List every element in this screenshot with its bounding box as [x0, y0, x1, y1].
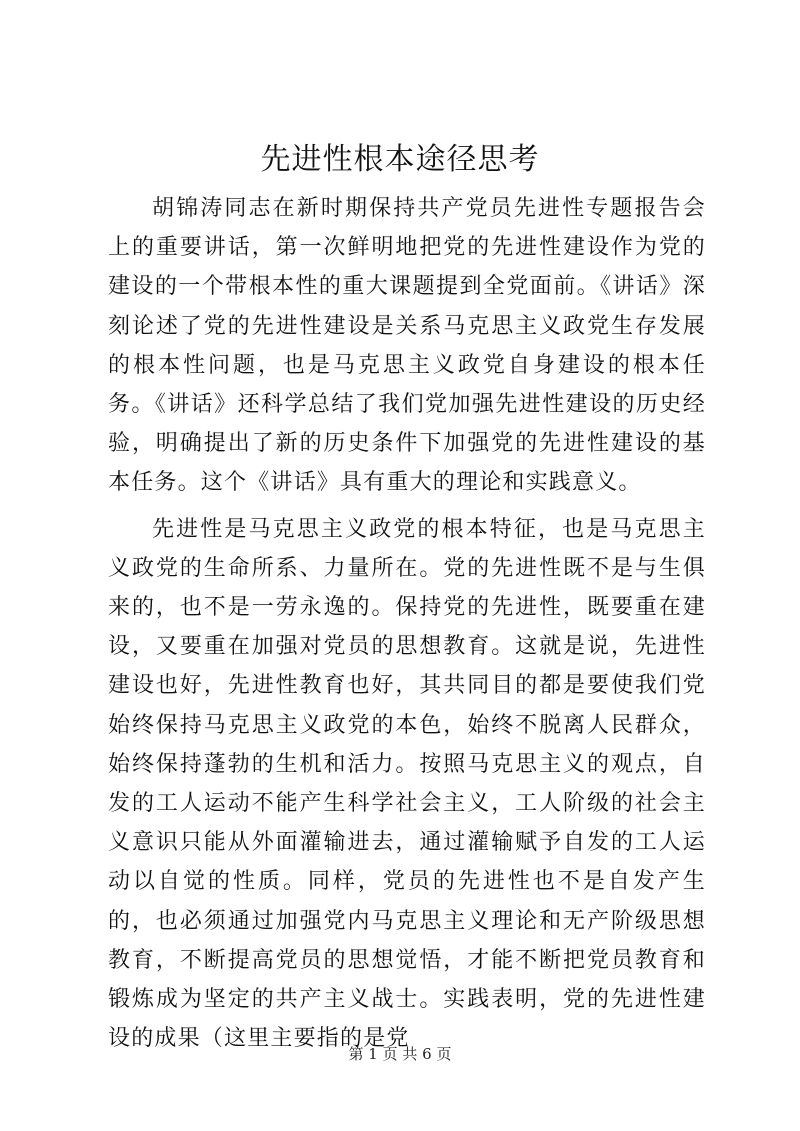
paragraph-1: 胡锦涛同志在新时期保持共产党员先进性专题报告会上的重要讲话，第一次鲜明地把党的先进性建设作为党的建设的一个带根本性的重大课题提到全党面前。《讲话》深刻论述了党的先进性建设是关系马克思主义政党生存发展的根本性问题，也是马克思主义政党自身建设的根本任务。《讲话》还科学总结了我们党加强先进性建设的历史经验，明确提出了新的历史条件下加强党的先进性建设的基本任务。这个《讲话》具有重大的理论和实践意义。 [108, 196, 706, 496]
document-title: 先进性根本途径思考 [260, 142, 540, 177]
document-body [108, 189, 706, 1058]
page-number-footer: 第 1 页 共 6 页 [348, 1045, 452, 1063]
paragraph-2: 先进性是马克思主义政党的根本特征，也是马克思主义政党的生命所系、力量所在。党的先进性既不是与生俱来的，也不是一劳永逸的。保持党的先进性，既要重在建设，又要重在加强对党员的思想教育。这就是说，先进性建设也好，先进性教育也好，其共同目的都是要使我们党始终保持马克思主义政党的本色，始终不脱离人民群众，始终保持蓬勃的生机和活力。按照马克思主义的观点，自发的工人运动不能产生科学社会主义，工人阶级的社会主义意识只能从外面灌输进去，通过灌输赋予自发的工人运动以自觉的性质。同样，党员的先进性也不是自发产生的，也必须通过加强党内马克思主义理论和无产阶级思想教育，不断提高党员的思想觉悟，才能不断把党员教育和锻炼成为坚定的共产主义战士。实践表明，党的先进性建设的成果（这里主要指的是党 [108, 516, 706, 1052]
